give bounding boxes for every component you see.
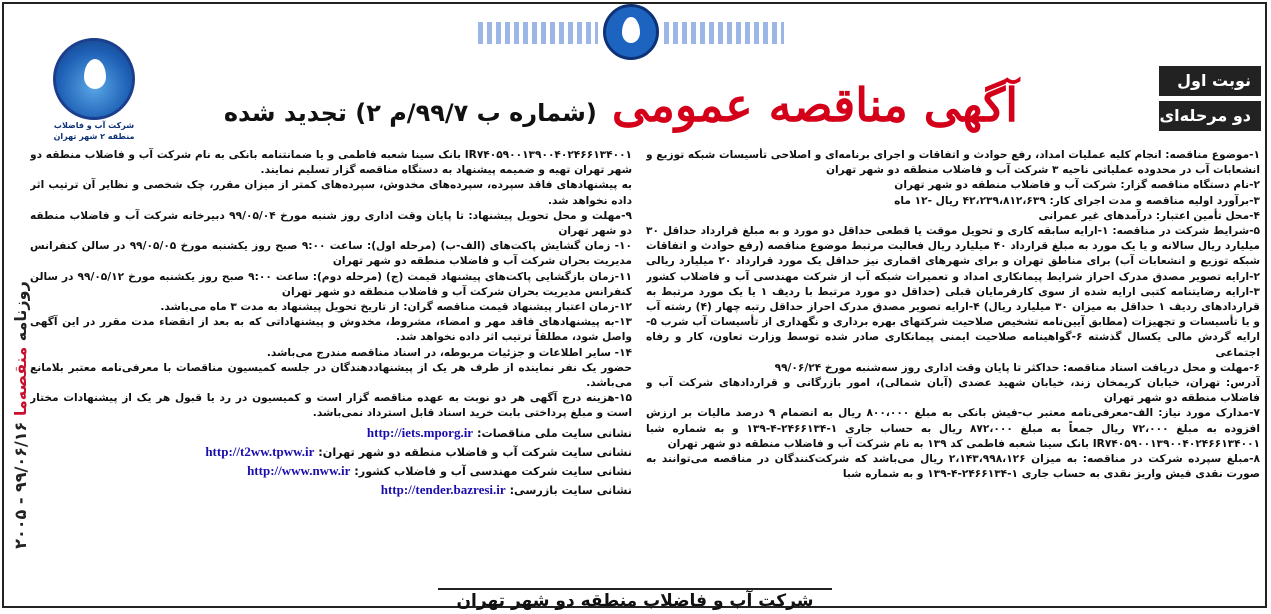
clause: ۱۴- سایر اطلاعات و جزئیات مربوطه، در اسناد مناقصه مندرج می‌باشد. xyxy=(266,346,632,359)
clause: ۷-مدارک مورد نیاز: الف-معرفی‌نامه معتبر ب-فیش بانکی به مبلغ ۸۰۰،۰۰۰ ریال به انضمام ۹ درصد مالیات بر ارزش افزوده به مبلغ ۷۲،۰۰۰ ریال جمعاً به مبلغ ۸۷۲،۰۰۰ ریال به حساب جاری ۱-۲۴۶۶۱۳۴-۴-۱۳۹ و به شماره شبا IR۷۴۰۵۹۰۰۱۳۹۰۰۴۰۲۴۶۶۱۳۴۰۰۱ بانک سینا شعبه فاطمی کد ۱۳۹ به نام شرکت آب و فاضلاب منطقه دو شهر تهران xyxy=(646,407,1260,450)
clause: ۴-محل تأمین اعتبار: درآمدهای غیر عمرانی xyxy=(1038,209,1260,222)
logo-line-1: شرکت آب و فاضلاب xyxy=(53,121,135,130)
website-label: نشانی سایت ملی مناقصات: xyxy=(476,426,632,440)
water-drop-emblem-icon xyxy=(603,4,659,60)
water-drop-logo-icon xyxy=(53,38,135,120)
website-link[interactable]: http://iets.mporg.ir xyxy=(366,424,474,440)
clause: ۵-شرایط شرکت در مناقصه: ۱-ارایه سابقه کاری و تحویل موقت یا قطعی حداقل دو مورد و به مبلغ قرارداد حداقل ۳۰ میلیارد ریال سالانه و یا یک مورد به مبلغ قرارداد ۴۰ میلیارد ریال فعالیت مرتبط موضوع مناقصه (رفع حوادث و اتفاقات شبکه توزیع و انشعابات آب) برای مناطق تهران و برای شهرهای اقماری نیز حداقل یک مورد قرارداد ۲۰ میلیارد ریالی ۲-ارایه تصویر مصدق مدرک احراز شرایط پیمانکاری امداد و تعمیرات شبکه آب از شرکت مهندسی آب و فاضلاب کشور ۳-ارایه رضایتنامه کتبی ارایه شده از سوی کارفرمایان قبلی (حداقل دو مورد مرتبط با ردیف ۱ یا یک مورد مرتبط به قراردادهای ردیف ۱ حداقل به میزان ۳۰ میلیارد ریال) ۴-ارایه تصویر مصدق مدرک احراز حداقل رتبه چهار (۴) رشته آب و یا تأسیسات و تجهیزات (مطابق آیین‌نامه تشخیص صلاحیت شرکتهای بهره برداری و نگهداری از تأسیسات آب شرب ۵-ارایه گردش مالی یکسال گذشته ۶-گواهینامه صلاحیت ایمنی پیمانکاری صادر شده توسط وزارت تعاون، کار و رفاه اجتماعی xyxy=(646,225,1260,359)
website-label: نشانی سایت شرکت مهندسی آب و فاضلاب کشور: xyxy=(354,464,632,478)
website-row xyxy=(30,443,632,462)
decor-dots-right xyxy=(664,22,784,44)
left-column xyxy=(30,148,632,578)
right-column xyxy=(646,148,1260,578)
clause: ۱-موضوع مناقصه: انجام کلیه عملیات امداد، رفع حوادث و اتفاقات و اجرای برنامه‌ای و اصلاحی تأسیسات شبکه توزیع و انشعابات آب در محدوده عملیاتی ناحیه ۳ شرکت آب و فاضلاب منطقه دو شهر تهران xyxy=(646,149,1260,177)
website-list xyxy=(30,424,632,500)
logo-line-2: منطقه ۲ شهر تهران xyxy=(53,132,135,141)
stage-badge: دو مرحله‌ای xyxy=(1159,101,1261,131)
heading-sub: (شماره ب ۹۹/۷/م ۲) تجدید شده xyxy=(223,99,597,127)
company-logo xyxy=(44,38,144,150)
clause: ۱۳-به پیشنهادهای فاقد مهر و امضاء، مشروط، مخدوش و پیشنهاداتی که به بعد از انقضاء مدت مقرر در این آگهی واصل شود، مطلقاً ترتیب اثر داده نخواهد شد. xyxy=(30,316,632,344)
website-row xyxy=(30,424,632,443)
clause: ۹-مهلت و محل تحویل پیشنهاد: تا پایان وقت اداری روز شنبه مورخ ۹۹/۰۵/۰۴ دبیرخانه شرکت آب و فاضلاب منطقه دو شهر تهران xyxy=(30,209,632,238)
clause: به پیشنهادهای فاقد سپرده، سپرده‌های مخدوش، سپرده‌های کمتر از میزان مقرر، چک شخصی و نظایر آن ترتیب اثر داده نخواهد شد. xyxy=(30,179,632,207)
footer-company: شرکت آب و فاضلاب منطقه دو شهر تهران xyxy=(438,588,832,614)
clause: حضور یک نفر نماینده از طرف هر یک از پیشنهاددهندگان در جلسه کمیسیون مناقصات با معرفی‌نامه معتبر بلامانع می‌باشد. xyxy=(30,361,632,390)
clause: ۱۰- زمان گشایش پاکت‌های (الف-ب) (مرحله اول): ساعت ۹:۰۰ صبح روز یکشنبه مورخ ۹۹/۰۵/۰۵ در سالن کنفرانس مدیریت بحران شرکت آب و فاضلاب منطقه دو شهر تهران xyxy=(30,240,632,268)
website-link[interactable]: http://www.nww.ir xyxy=(247,462,351,478)
website-link[interactable]: http://tender.bazresi.ir xyxy=(380,481,506,497)
clause: ۱۵-هزینه درج آگهی هر دو نوبت به عهده مناقصه گزار است و کمیسیون در رد یا قبول هر یک از پیشنهادات مختار است و مبلغ پرداختی بابت خرید اسناد قابل استرداد نمی‌باشد. xyxy=(30,392,632,420)
newspaper-brand: منقصه‌ما xyxy=(11,346,30,417)
notice-heading xyxy=(218,78,1018,148)
clause: ۲-نام دستگاه مناقصه گزار: شرکت آب و فاضلاب منطقه دو شهر تهران xyxy=(894,179,1260,192)
decor-dots-left xyxy=(478,22,598,44)
website-link[interactable]: http://t2ww.tpww.ir xyxy=(205,443,315,459)
round-badge: نوبت اول xyxy=(1159,66,1261,96)
newspaper-prefix: روزنامه xyxy=(11,281,30,342)
clause: ۶-مهلت و محل دریافت اسناد مناقصه: حداکثر تا پایان وقت اداری روز سه‌شنبه مورخ ۹۹/۰۶/۲۴ xyxy=(774,361,1260,374)
heading-main: آگهی مناقصه عمومی xyxy=(611,78,1018,132)
clause: آدرس: تهران، خیابان کریمخان زند، خیابان شهید عضدی (آبان شمالی)، امور بازرگانی و قراردادهای شرکت آب و فاضلاب منطقه دو شهر تهران xyxy=(646,377,1260,405)
website-row xyxy=(30,481,632,500)
clause: ۱۱-زمان بازگشایی پاکت‌های پیشنهاد قیمت (ج) (مرحله دوم): ساعت ۹:۰۰ صبح روز یکشنبه مورخ ۹۹/۰۵/۱۲ در سالن کنفرانس مدیریت بحران شرکت آب و فاضلاب منطقه دو شهر تهران xyxy=(30,270,632,298)
issue-info: ۹۹/۰۶/۱۶ - ۲۰۰۵ xyxy=(11,421,30,549)
clause: ۳-برآورد اولیه مناقصه و مدت اجرای کار: ۴۲،۲۳۹،۸۱۲،۶۳۹ ریال -۱۲ ماه xyxy=(894,194,1260,207)
clause: ۸-مبلغ سپرده شرکت در مناقصه: به میزان ۲،۱۴۳،۹۹۸،۱۲۶ ریال می‌باشد که شرکت‌کنندگان در مناقصه می‌توانند به صورت نقدی فیش واریز نقدی به حساب جاری ۱-۲۴۶۶۱۳۴-۴-۱۳۹ و به شماره شبا xyxy=(646,453,1260,481)
website-label: نشانی سایت بازرسی: xyxy=(509,483,632,497)
website-label: نشانی سایت شرکت آب و فاضلاب منطقه دو شهر تهران: xyxy=(318,445,632,459)
website-row xyxy=(30,462,632,481)
clause: ۱۲-زمان اعتبار پیشنهاد قیمت مناقصه گران: از تاریخ تحویل پیشنهاد به مدت ۳ ماه می‌باشد. xyxy=(160,301,632,314)
clause: IR۷۴۰۵۹۰۰۱۳۹۰۰۴۰۲۴۶۶۱۳۴۰۰۱ بانک سینا شعبه فاطمی و یا ضمانتنامه بانکی به نام شرکت آب و فاضلاب منطقه دو شهر تهران تهیه و ضمیمه پیشنهاد به دستگاه مناقصه گزار تسلیم نمایند. xyxy=(30,149,632,177)
